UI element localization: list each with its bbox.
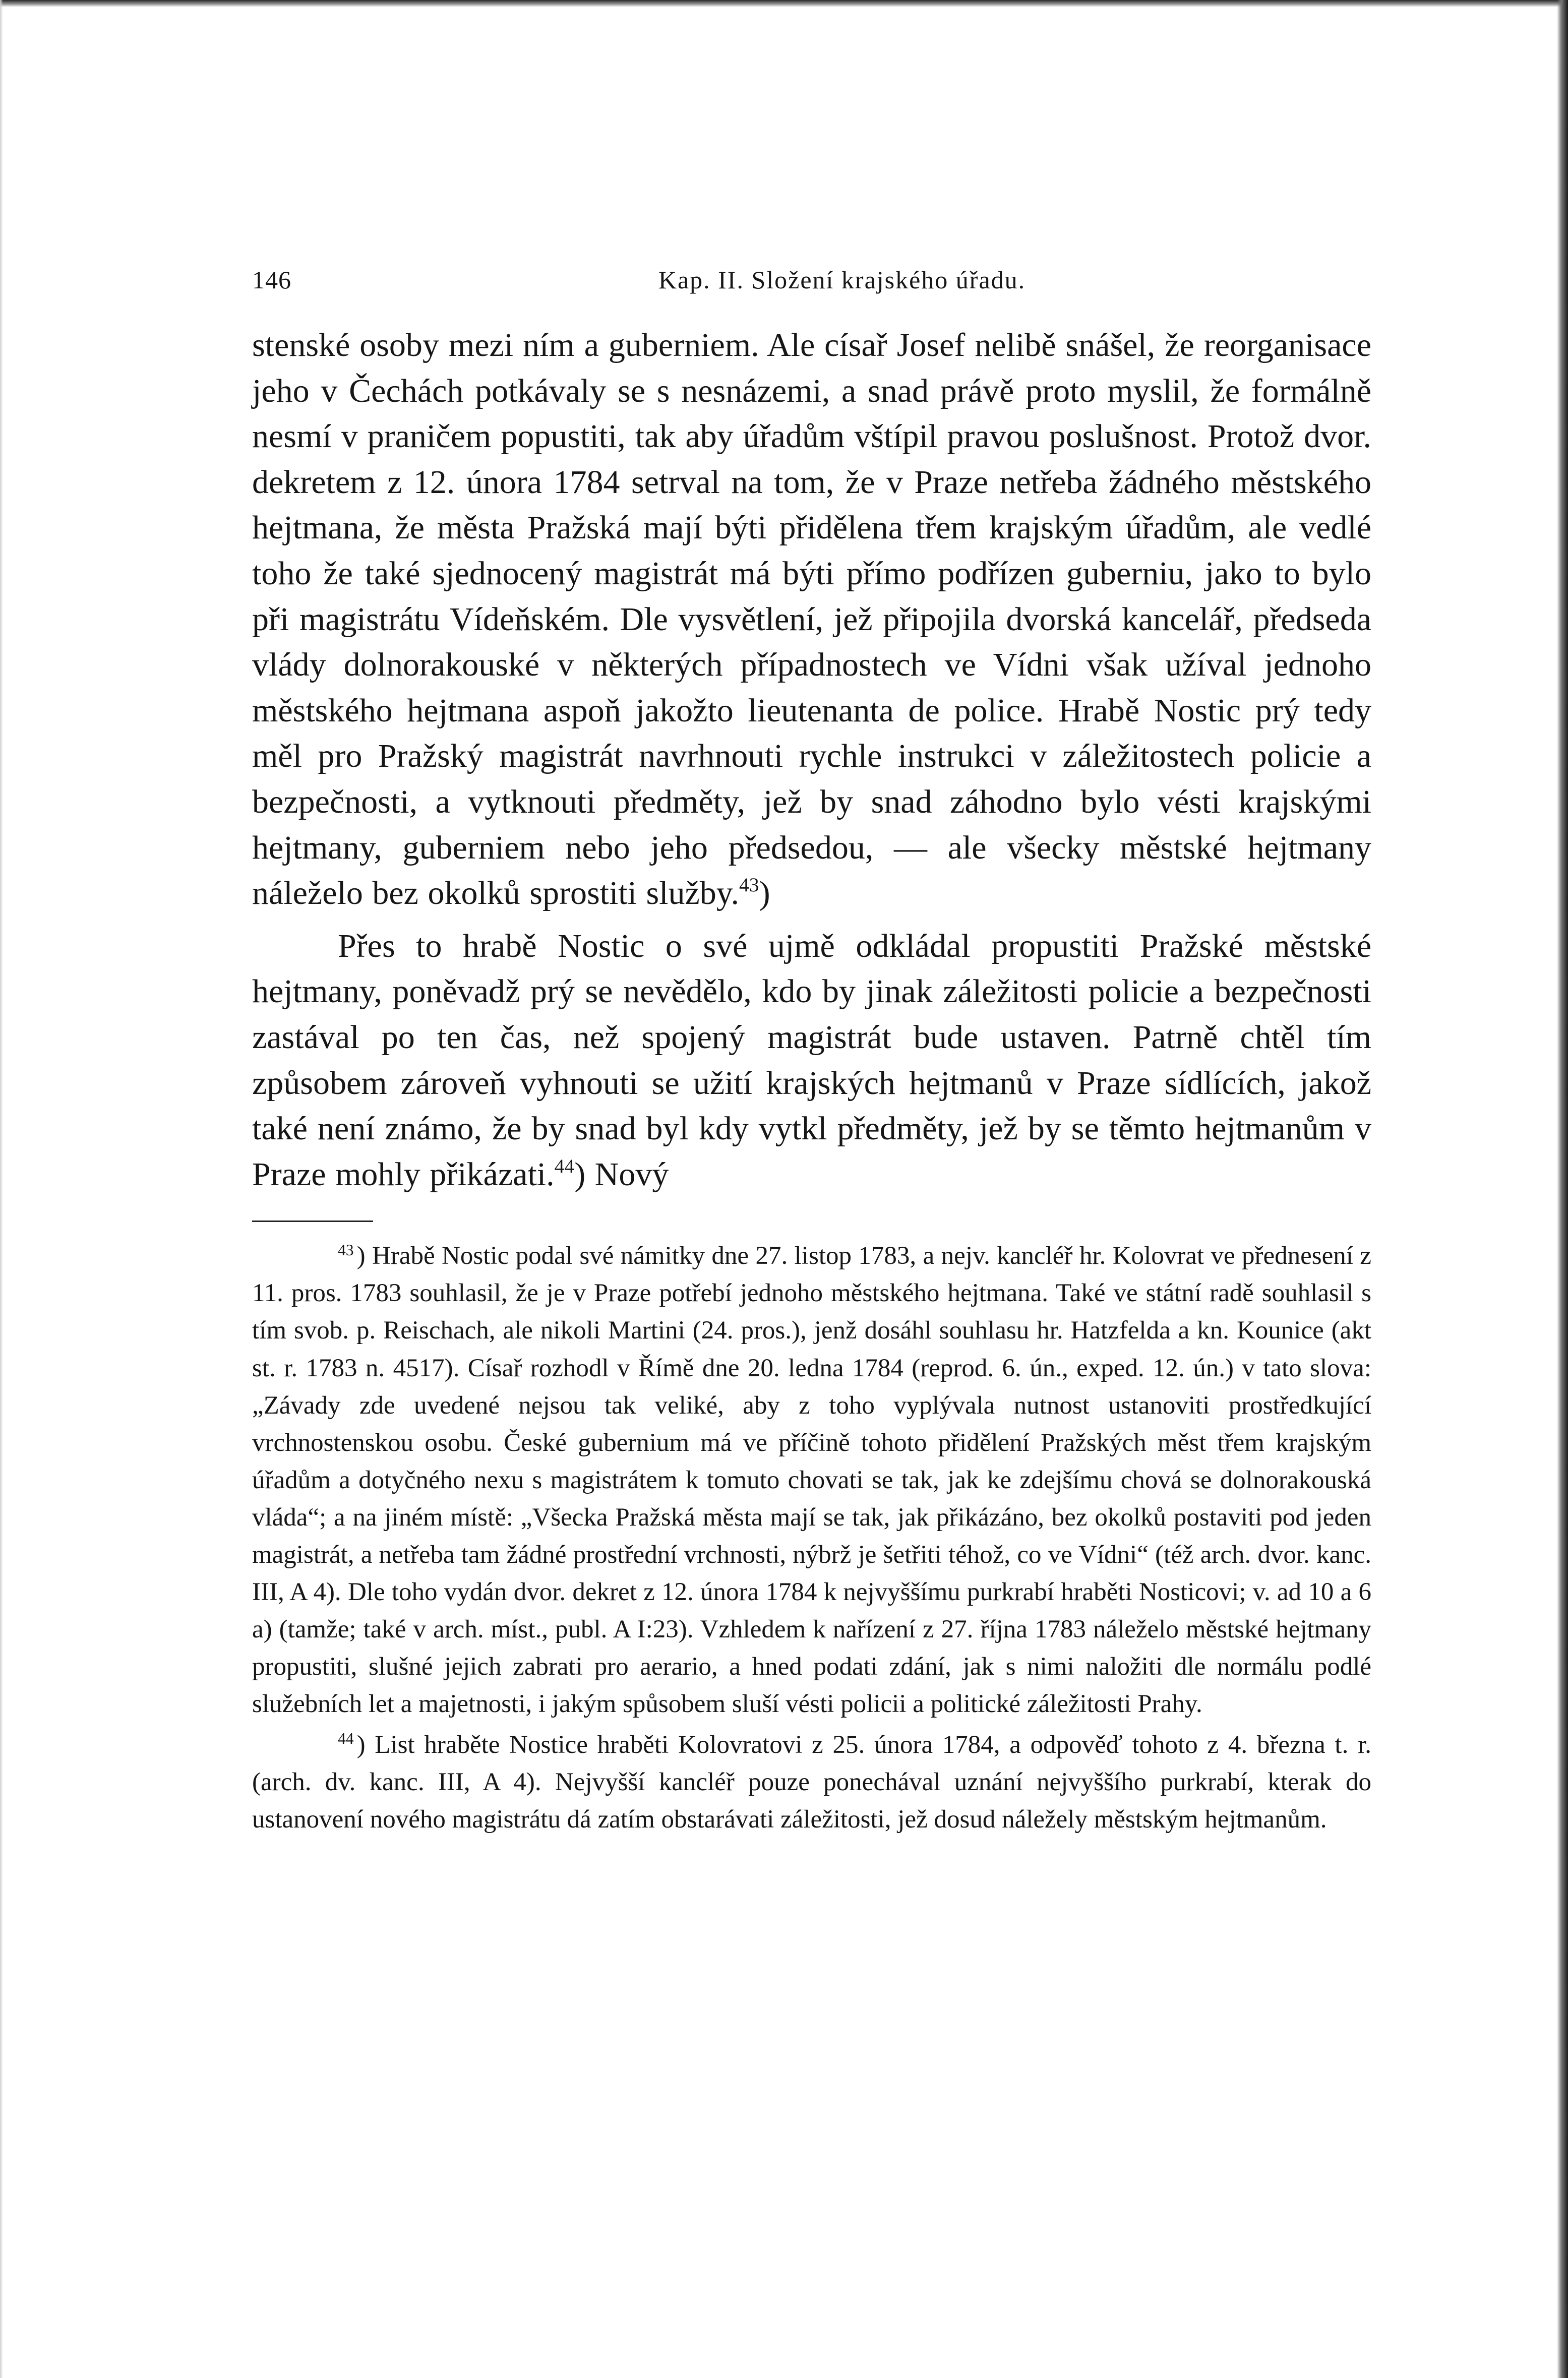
footnote-reference-43: 43	[739, 874, 759, 896]
footnotes	[252, 1237, 1371, 1838]
body-paragraph-2	[252, 924, 1371, 1198]
footnote-reference-44: 44	[554, 1154, 575, 1177]
running-head	[252, 262, 1371, 297]
footnote-mark: 43	[338, 1241, 354, 1259]
reference-closing: ) Nový	[574, 1155, 669, 1193]
footnote-text: ) List hraběte Nostice hraběti Kolovratovi z 25. února 1784, a odpověď tohoto z 4. března t. r. (arch. dv. kanc. III, A 4). Nejvyšší kancléř pouze ponechával uznání nejvyššího purkrabí, kterak do ustanovení nového magistrátu dá zatím obstarávati záležitosti, jež dosud náležely městským hejtmanům.	[252, 1730, 1371, 1834]
scan-edge-right	[1557, 0, 1568, 2378]
paragraph-text: Přes to hrabě Nostic o své ujmě odkládal propustiti Pražské městské hejtmany, poněvadž prý se nevědělo, kdo by jinak záležitosti policie a bezpečnosti zastával po ten čas, než spojený magistrát bude ustaven. Patrně chtěl tím způsobem zároveň vyhnouti se užití krajských hejtmanů v Praze sídlících, jakož také není známo, že by snad byl kdy vytkl předměty, jež by se těmto hejtmanům v Praze mohly přikázati.	[252, 927, 1371, 1193]
chapter-title: Kap. II. Složení krajského úřadu.	[658, 266, 1026, 294]
reference-closing: )	[759, 875, 770, 912]
footnote-44	[252, 1726, 1371, 1838]
footnote-mark: 44	[338, 1730, 354, 1748]
page-number: 146	[252, 266, 291, 294]
footnote-text: ) Hrabě Nostic podal své námitky dne 27. listop 1783, a nejv. kancléř hr. Kolovrat ve přednesení z 11. pros. 1783 souhlasil, že je v Praze potřebí jednoho městského hejtmana. Také ve státní radě souhlasil s tím svob. p. Reischach, ale nikoli Martini (24. pros.), jenž dosáhl souhlasu hr. Hatzfelda a kn. Kounice (akt st. r. 1783 n. 4517). Císař rozhodl v Římě dne 20. ledna 1784 (reprod. 6. ún., exped. 12. ún.) v tato slova: „Závady zde uvedené nejsou tak veliké, aby z toho vyplývala nutnost ustanoviti prostředkující vrchnostenskou osobu. České gubernium má ve příčině tohoto přidělení Pražských měst třem krajským úřadům a dotyčného nexu s magistrátem k tomuto chovati se tak, jak ke zdejšímu chová se dolnorakouská vláda“; a na jiném místě: „Všecka Pražská města mají se tak, jak přikázáno, bez okolků postaviti pod jeden magistrát, a netřeba tam žádné prostřední vrchnosti, nýbrž je šetřiti téhož, co ve Vídni“ (též arch. dvor. kanc. III, A 4). Dle toho vydán dvor. dekret z 12. února 1784 k nejvyššímu purkrabí hraběti Nosticovi; v. ad 10 a 6 a) (tamže; také v arch. míst., publ. A I:23). Vzhledem k nařízení z 27. října 1783 náleželo městské hejtmany propustiti, slušné jejich zabrati pro aerario, a hned podati zdání, jak s nimi naložiti dle normálu podlé služebních let a majetnosti, i jakým spůsobem sluší vésti policii a politické záležitosti Prahy.	[252, 1242, 1371, 1719]
scan-edge-top	[0, 0, 1568, 7]
book-page	[252, 262, 1371, 1838]
footnote-43	[252, 1237, 1371, 1723]
footnote-separator	[252, 1221, 373, 1222]
scan-edge-left	[0, 0, 3, 2378]
body-paragraph-1	[252, 323, 1371, 917]
main-text	[252, 323, 1371, 1197]
paragraph-text: stenské osoby mezi ním a guberniem. Ale císař Josef nelibě snášel, že reorganisace jeho v Čechách potkávaly se s nesnázemi, a snad právě proto myslil, že formálně nesmí v praničem popustiti, tak aby úřadům vštípil pravou poslušnost. Protož dvor. dekretem z 12. února 1784 setrval na tom, že v Praze netřeba žádného městského hejtmana, že města Pražská mají býti přidělena třem krajským úřadům, ale vedlé toho že také sjednocený magistrát má býti přímo podřízen guberniu, jako to bylo při magistrátu Vídeňském. Dle vysvětlení, jež připojila dvorská kancelář, předseda vlády dolnorakouské v některých případnostech ve Vídni však užíval jednoho městského hejtmana aspoň jakožto lieutenanta de police. Hrabě Nostic prý tedy měl pro Pražský magistrát navrhnouti rychle instrukci v záležitostech policie a bezpečnosti, a vytknouti předměty, jež by snad záhodno bylo vésti krajskými hejtmany, guberniem nebo jeho předsedou, — ale všecky městské hejtmany náleželo bez okolků sprostiti služby.	[252, 327, 1371, 912]
